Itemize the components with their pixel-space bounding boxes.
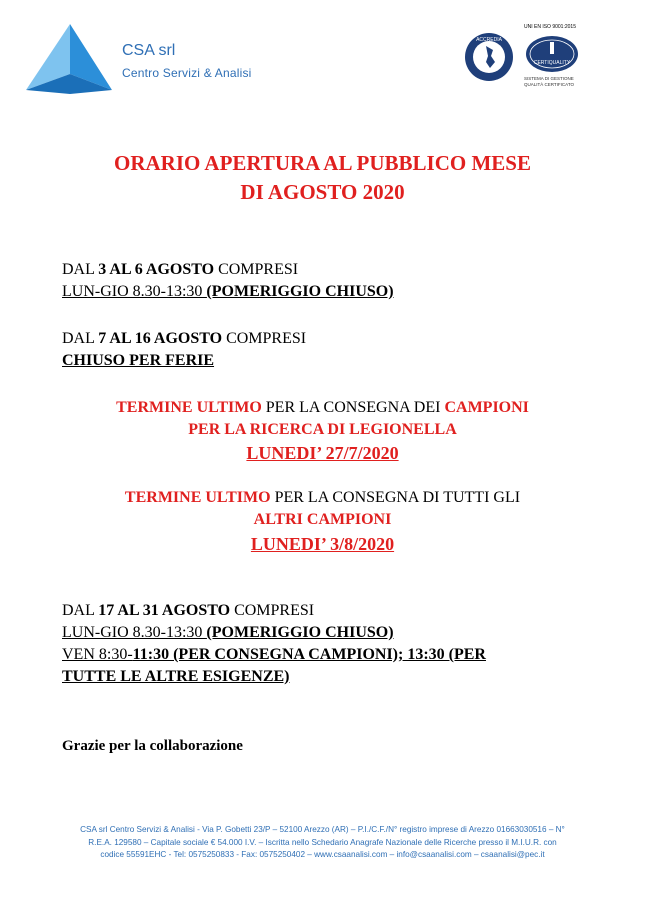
deadline-2-line-1: TERMINE ULTIMO PER LA CONSEGNA DI TUTTI GLI — [124, 489, 521, 506]
period-2-range: DAL 7 AL 16 AGOSTO COMPRESI — [62, 330, 307, 347]
csa-logo — [26, 24, 112, 94]
footer-line-2: R.E.A. 129580 – Capitale sociale € 54.000 I.V. – Iscritta nello Schedario Anagrafe Nazionale delle Ricerche presso il M.I.U.R. con — [88, 837, 557, 847]
deadline-1 — [0, 397, 645, 441]
cert-standard: UNI EN ISO 9001:2015 — [524, 24, 576, 30]
period-3 — [62, 600, 486, 688]
deadline-1-date: LUNEDI’ 27/7/2020 — [246, 443, 399, 463]
deadline-1-line-1: TERMINE ULTIMO PER LA CONSEGNA DEI CAMPIONI — [116, 399, 529, 416]
footer — [40, 824, 605, 862]
footer-line-3: codice 55591EHC - Tel: 0575250833 - Fax: 0575250402 – www.csaanalisi.com – info@csaanalisi.com – csaanalisi@pec.it — [100, 850, 545, 859]
period-1-hours: LUN-GIO 8.30-13:30 (POMERIGGIO CHIUSO) — [62, 283, 394, 300]
company-subtitle: Centro Servizi & Analisi — [122, 66, 252, 80]
title-line-1: ORARIO APERTURA AL PUBBLICO MESE — [113, 151, 531, 175]
period-3-hours: LUN-GIO 8.30-13:30 (POMERIGGIO CHIUSO) — [62, 624, 394, 641]
deadline-2-line-2: ALTRI CAMPIONI — [253, 511, 392, 528]
period-3-friday-cont: TUTTE LE ALTRE ESIGENZE) — [62, 668, 290, 685]
cert-mark-text: CERTIQUALITY — [533, 60, 571, 66]
deadline-2 — [0, 487, 645, 531]
deadline-1-line-2: PER LA RICERCA DI LEGIONELLA — [188, 421, 457, 438]
period-1 — [62, 259, 394, 303]
certiquality-logo — [524, 34, 580, 74]
accredia-text: ACCREDIA — [476, 37, 502, 43]
certiquality-mark — [522, 24, 602, 88]
page-title — [0, 149, 645, 207]
period-2 — [62, 328, 306, 372]
period-2-status: CHIUSO PER FERIE — [62, 352, 215, 369]
footer-line-1: CSA srl Centro Servizi & Analisi - Via P. Gobetti 23/P – 52100 Arezzo (AR) – P.I./C.F./N° registro imprese di Arezzo 01663030516 – N° — [80, 825, 565, 834]
thanks-note: Grazie per la collaborazione — [62, 738, 243, 754]
cert-caption: SISTEMA DI GESTIONE QUALITÀ CERTIFICATO — [524, 76, 575, 87]
title-line-2: DI AGOSTO 2020 — [240, 180, 405, 204]
period-1-range: DAL 3 AL 6 AGOSTO COMPRESI — [62, 261, 299, 278]
deadline-2-date: LUNEDI’ 3/8/2020 — [250, 534, 395, 554]
period-3-range: DAL 17 AL 31 AGOSTO COMPRESI — [62, 602, 315, 619]
period-3-friday: VEN 8:30-11:30 (PER CONSEGNA CAMPIONI); 13:30 (PER — [62, 646, 486, 663]
accredia-seal — [464, 32, 514, 82]
company-name: CSA srl — [122, 42, 176, 59]
